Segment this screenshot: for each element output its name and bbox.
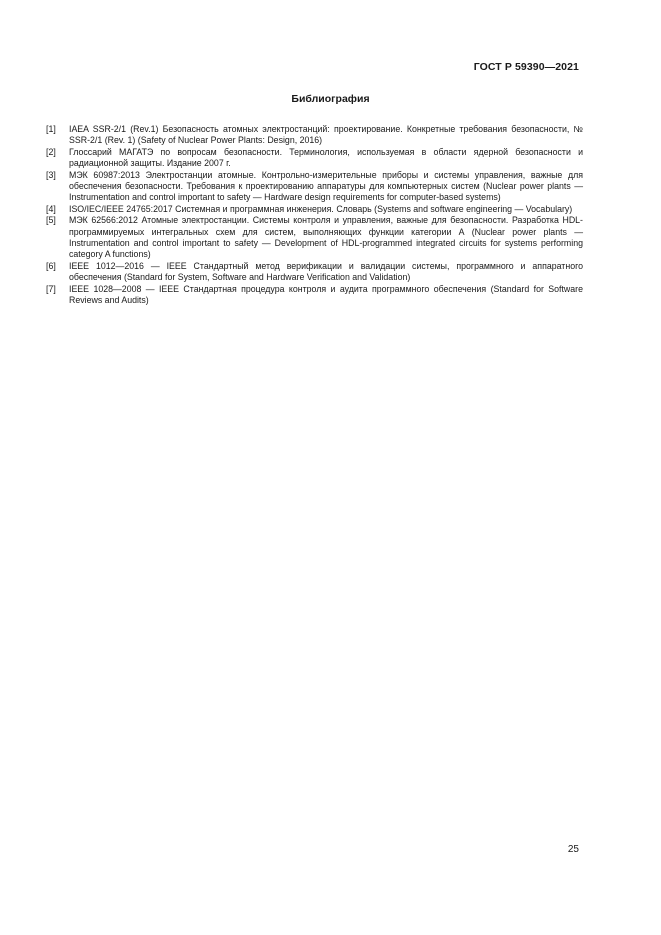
standard-designation: ГОСТ Р 59390—2021 [473, 61, 579, 73]
bibliography-entry-4 [46, 204, 583, 215]
bibliography-entry-6 [46, 261, 583, 284]
bibliography-entry-3 [46, 170, 583, 204]
entry-text: ISO/IEC/IEEE 24765:2017 Системная и программная инженерия. Словарь (Systems and software engineering — Vocabulary) [69, 203, 573, 214]
entry-text: IEEE 1028—2008 — IEEE Стандартная процедура контроля и аудита программного обеспечения (Standard for Software Reviews and Audits) [69, 283, 583, 306]
page-title: Библиография [291, 93, 370, 105]
entry-text: IEEE 1012—2016 — IEEE Стандартный метод верификации и валидации системы, программного и аппаратного обеспечения (Standard for System, Software and Hardware Verification and Validation) [69, 260, 583, 283]
entry-text: МЭК 60987:2013 Электростанции атомные. Контрольно-измерительные приборы и системы управления, важные для обеспечения безопасности. Требования к проектированию аппаратуры для компьютерных систем (Nuclear power plants — Instrumentation and control important to safety — Hardware design requirements for computer-based systems) [69, 169, 583, 203]
bibliography-entry-7 [46, 284, 583, 307]
entry-number: [1] [46, 124, 56, 134]
entry-text: IAEA SSR-2/1 (Rev.1) Безопасность атомных электростанций: проектирование. Конкретные требования безопасности, № SSR-2/1 (Rev. 1) (Safety of Nuclear Power Plants: Design, 2016) [69, 124, 583, 146]
page-number: 25 [567, 844, 579, 855]
entry-text: Глоссарий МАГАТЭ по вопросам безопасности. Терминология, используемая в области ядерной безопасности и радиационной защиты. Издание 2007 г. [69, 146, 583, 169]
entry-text: МЭК 62566:2012 Атомные электростанции. Системы контроля и управления, важные для безопасности. Разработка HDL-программируемых интегральных схем для систем, выполняющих функции категории А (Nuclear power plants — Instrumentation and control important to safety — Development of HDL-programmed integrated circuits for systems performing category A functions) [69, 215, 583, 260]
bibliography-entry-5 [46, 215, 583, 261]
entry-number: [6] [46, 260, 56, 271]
entry-number: [7] [46, 283, 56, 294]
entry-number: [2] [46, 146, 56, 157]
bibliography-list [46, 124, 583, 307]
bibliography-entry-1 [46, 124, 583, 147]
entry-number: [3] [46, 169, 56, 180]
entry-number: [4] [46, 203, 56, 214]
bibliography-entry-2 [46, 147, 583, 170]
entry-number: [5] [46, 215, 56, 226]
